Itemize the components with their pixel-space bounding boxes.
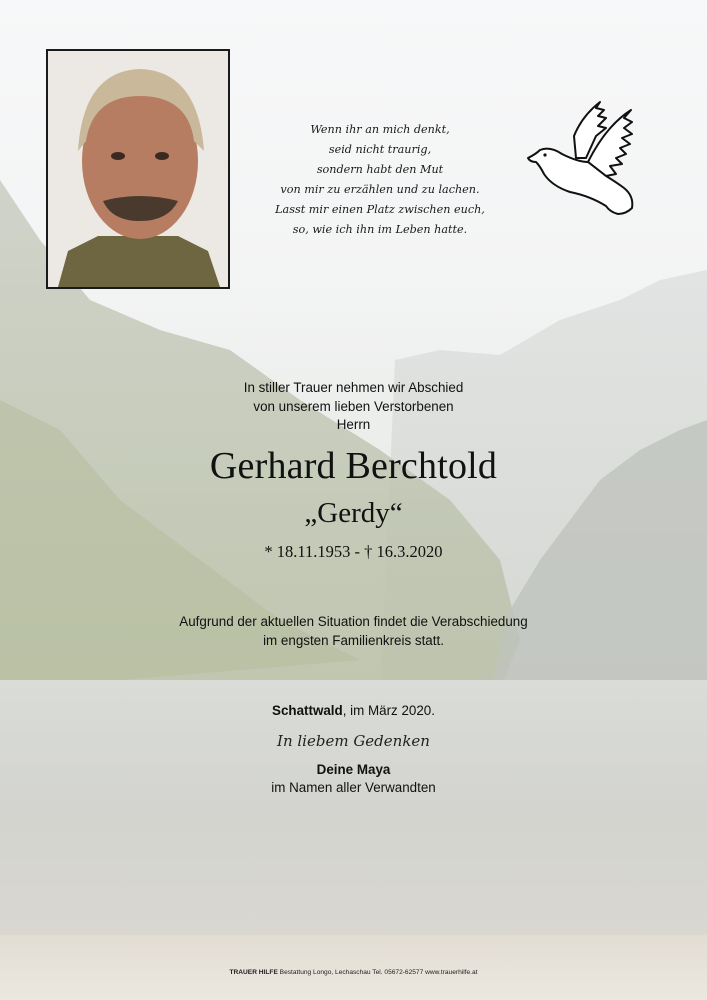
notice-line-2: im engsten Familienkreis statt. [263, 633, 444, 648]
poem-line: Wenn ihr an mich denkt, [310, 123, 450, 136]
footer [0, 969, 707, 976]
deceased-nickname: „Gerdy“ [304, 497, 403, 529]
portrait-image [48, 51, 228, 287]
poem [262, 120, 498, 240]
portrait-photo [46, 49, 230, 289]
deceased-name: Gerhard Berchtold [209, 445, 498, 487]
date-text: , im März 2020. [342, 703, 435, 718]
place-date [0, 703, 707, 718]
signer: Deine Maya [316, 762, 391, 777]
poem-line: seid nicht traurig, [328, 143, 432, 156]
notice-line-1: Aufgrund der aktuellen Situation findet die Verabschiedung [179, 614, 528, 629]
poem-line: von mir zu erzählen und zu lachen. [280, 183, 480, 196]
intro-line-2: von unserem lieben Verstorbenen [253, 399, 454, 414]
place-name: Schattwald [272, 703, 343, 718]
funeral-notice [0, 612, 707, 650]
life-dates: * 18.11.1953 - † 16.3.2020 [264, 542, 443, 561]
shore [0, 935, 707, 1000]
footer-brand: TRAUER HILFE [229, 969, 278, 976]
intro-line-1: In stiller Trauer nehmen wir Abschied [243, 380, 464, 395]
intro-text [0, 378, 707, 416]
poem-line: Lasst mir einen Platz zwischen euch, [275, 203, 485, 216]
salutation: Herrn [336, 417, 371, 432]
dove-icon [526, 96, 638, 218]
poem-line: so, wie ich ihn im Leben hatte. [292, 223, 468, 236]
poem-line: sondern habt den Mut [316, 163, 444, 176]
footer-text: Bestattung Longo, Lechaschau Tel. 05672-62577 www.trauerhilfe.at [277, 969, 478, 976]
signer-subtitle: im Namen aller Verwandten [271, 780, 436, 795]
in-memory-text: In liebem Gedenken [277, 732, 430, 750]
